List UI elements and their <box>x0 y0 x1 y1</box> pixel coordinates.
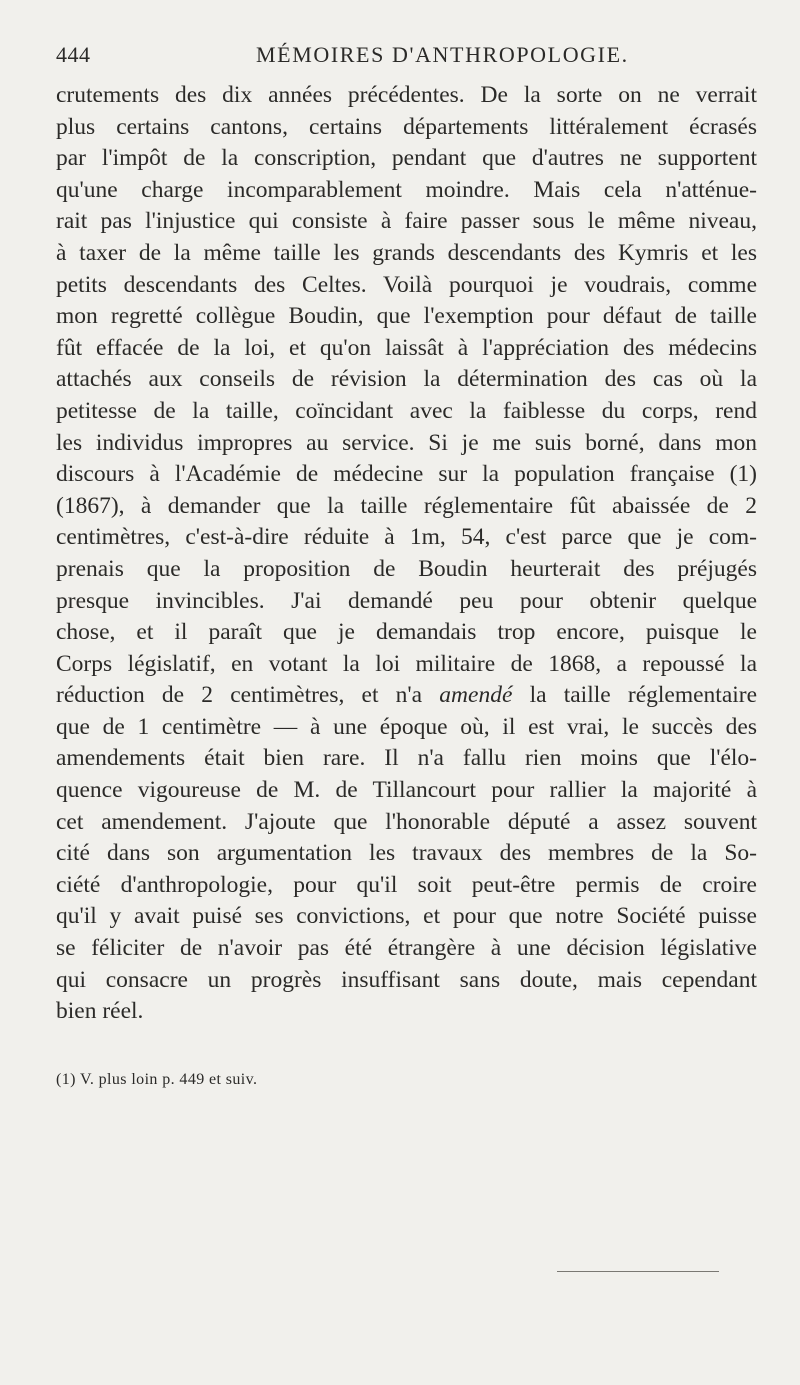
text-line: (1867), à demander que la taille réglementaire fût abaissée de 2 <box>56 492 757 519</box>
text-line: par l'impôt de la conscription, pendant que d'autres ne supportent <box>56 145 757 172</box>
text-line: discours à l'Académie de médecine sur la population française (1) <box>56 461 757 488</box>
running-title: MÉMOIRES D'ANTHROPOLOGIE. <box>256 42 629 67</box>
text-line: presque invincibles. J'ai demandé peu pour obtenir quelque <box>56 587 757 614</box>
text-line: mon regretté collègue Boudin, que l'exemption pour défaut de taille <box>56 303 757 330</box>
text-line: attachés aux conseils de révision la détermination des cas où la <box>56 366 757 393</box>
text-line: petits descendants des Celtes. Voilà pourquoi je voudrais, comme <box>56 271 757 298</box>
body-text <box>56 80 757 1028</box>
text-line: qui consacre un progrès insuffisant sans doute, mais cependant <box>56 966 757 993</box>
page-header <box>56 42 756 74</box>
text-line: petitesse de la taille, coïncidant avec la faiblesse du corps, rend <box>56 397 757 424</box>
text-line: plus certains cantons, certains départements littéralement écrasés <box>56 113 757 140</box>
text-line: crutements des dix années précédentes. De la sorte on ne verrait <box>56 82 757 108</box>
text-line: qu'une charge incomparablement moindre. Mais cela n'atténue- <box>56 176 757 203</box>
text-line-last: bien réel. <box>56 998 144 1025</box>
text-segment: la taille réglementaire <box>529 682 758 709</box>
text-line: à taxer de la même taille les grands descendants des Kymris et les <box>56 239 757 266</box>
text-line: ciété d'anthropologie, pour qu'il soit peut-être permis de croire <box>56 871 757 898</box>
text-line: centimètres, c'est-à-dire réduite à 1m, 54, c'est parce que je com- <box>56 524 757 551</box>
text-segment: réduction de 2 centimètres, et n'a <box>56 682 423 709</box>
text-line: quence vigoureuse de M. de Tillancourt pour rallier la majorité à <box>56 777 757 804</box>
text-line: amendements était bien rare. Il n'a fallu rien moins que l'élo- <box>56 745 757 772</box>
footnote: (1) V. plus loin p. 449 et suiv. <box>56 1071 258 1088</box>
text-line: prenais que la proposition de Boudin heurterait des préjugés <box>56 555 757 582</box>
text-line: qu'il y avait puisé ses convictions, et pour que notre Société puisse <box>56 903 757 930</box>
text-line: cité dans son argumentation les travaux des membres de la So- <box>56 840 757 867</box>
text-line: Corps législatif, en votant la loi militaire de 1868, a repoussé la <box>56 650 757 677</box>
text-line: se féliciter de n'avoir pas été étrangère à une décision législative <box>56 935 757 962</box>
text-line: que de 1 centimètre — à une époque où, il est vrai, le succès des <box>56 713 757 740</box>
text-line: chose, et il paraît que je demandais trop encore, puisque le <box>56 619 757 646</box>
footer-rule <box>557 1271 719 1272</box>
text-line: les individus impropres au service. Si je me suis borné, dans mon <box>56 429 757 456</box>
italic-word: amendé <box>439 682 513 709</box>
text-line: rait pas l'injustice qui consiste à faire passer sous le même niveau, <box>56 208 757 235</box>
text-line: cet amendement. J'ajoute que l'honorable député a assez souvent <box>56 808 757 835</box>
text-line-with-italic <box>56 680 757 712</box>
page-number: 444 <box>56 42 91 67</box>
text-line: fût effacée de la loi, et qu'on laissât à l'appréciation des médecins <box>56 334 757 361</box>
